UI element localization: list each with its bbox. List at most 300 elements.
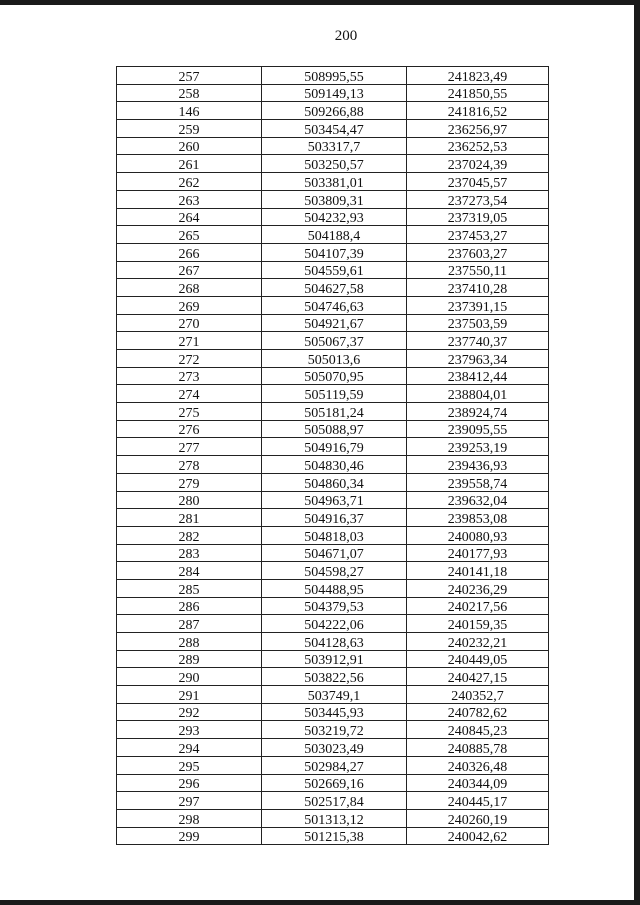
x-coordinate-cell xyxy=(262,774,407,792)
y-coordinate-cell-text: 240232,21 xyxy=(447,635,508,651)
x-coordinate-cell-text: 503454,47 xyxy=(304,122,364,138)
y-coordinate-cell xyxy=(407,774,549,792)
point-number-cell-text: 275 xyxy=(178,405,200,421)
table-row xyxy=(117,827,549,845)
table-row xyxy=(117,120,549,138)
point-number-cell-text: 278 xyxy=(178,458,200,474)
coordinates-table-body xyxy=(117,67,549,845)
y-coordinate-cell-text: 241816,52 xyxy=(447,105,508,120)
point-number-cell xyxy=(117,792,262,810)
point-number-cell xyxy=(117,137,262,155)
x-coordinate-cell xyxy=(262,562,407,580)
x-coordinate-cell-text: 505070,95 xyxy=(304,370,364,385)
x-coordinate-cell-text: 505067,37 xyxy=(304,335,364,350)
y-coordinate-cell xyxy=(407,473,549,491)
table-row xyxy=(117,67,549,85)
y-coordinate-cell xyxy=(407,314,549,332)
point-number-cell xyxy=(117,120,262,138)
y-coordinate-cell-text: 240260,19 xyxy=(447,812,508,828)
point-number-cell xyxy=(117,703,262,721)
point-number-cell xyxy=(117,668,262,686)
y-coordinate-cell-text: 237453,27 xyxy=(447,228,508,244)
x-coordinate-cell xyxy=(262,491,407,509)
x-coordinate-cell xyxy=(262,350,407,368)
point-number-cell-text: 283 xyxy=(178,547,200,562)
point-number-cell-text: 261 xyxy=(178,158,200,173)
y-coordinate-cell xyxy=(407,668,549,686)
table-row xyxy=(117,456,549,474)
point-number-cell-text: 292 xyxy=(178,706,200,721)
x-coordinate-cell xyxy=(262,703,407,721)
y-coordinate-cell xyxy=(407,137,549,155)
y-coordinate-cell xyxy=(407,739,549,757)
y-coordinate-cell xyxy=(407,703,549,721)
x-coordinate-cell xyxy=(262,155,407,173)
table-row xyxy=(117,650,549,668)
y-coordinate-cell xyxy=(407,809,549,827)
y-coordinate-cell xyxy=(407,155,549,173)
x-coordinate-cell xyxy=(262,809,407,827)
x-coordinate-cell-text: 509266,88 xyxy=(304,105,364,120)
point-number-cell xyxy=(117,226,262,244)
x-coordinate-cell-text: 504830,46 xyxy=(304,458,364,474)
y-coordinate-cell xyxy=(407,526,549,544)
x-coordinate-cell xyxy=(262,827,407,845)
table-row xyxy=(117,208,549,226)
x-coordinate-cell-text: 502517,84 xyxy=(304,794,364,810)
x-coordinate-cell xyxy=(262,597,407,615)
x-coordinate-cell-text: 508995,55 xyxy=(304,69,364,85)
point-number-cell-text: 293 xyxy=(178,724,200,739)
y-coordinate-cell-text: 237963,34 xyxy=(447,352,508,368)
table-row xyxy=(117,420,549,438)
y-coordinate-cell xyxy=(407,438,549,456)
x-coordinate-cell xyxy=(262,668,407,686)
table-row xyxy=(117,774,549,792)
x-coordinate-cell xyxy=(262,615,407,633)
y-coordinate-cell xyxy=(407,597,549,615)
x-coordinate-cell-text: 502669,16 xyxy=(304,777,364,792)
x-coordinate-cell xyxy=(262,102,407,120)
point-number-cell xyxy=(117,686,262,704)
y-coordinate-cell-text: 240885,78 xyxy=(447,741,508,757)
table-row xyxy=(117,385,549,403)
point-number-cell-text: 262 xyxy=(178,175,200,191)
x-coordinate-cell xyxy=(262,190,407,208)
y-coordinate-cell-text: 238804,01 xyxy=(447,388,508,403)
x-coordinate-cell xyxy=(262,739,407,757)
y-coordinate-cell xyxy=(407,350,549,368)
y-coordinate-cell-text: 239853,08 xyxy=(447,511,508,527)
point-number-cell xyxy=(117,208,262,226)
y-coordinate-cell-text: 237550,11 xyxy=(448,264,507,279)
y-coordinate-cell xyxy=(407,456,549,474)
point-number-cell-text: 257 xyxy=(178,69,200,85)
point-number-cell xyxy=(117,756,262,774)
x-coordinate-cell xyxy=(262,385,407,403)
y-coordinate-cell xyxy=(407,367,549,385)
scan-edge-right xyxy=(634,0,640,905)
point-number-cell-text: 299 xyxy=(178,830,200,845)
y-coordinate-cell-text: 239436,93 xyxy=(447,458,508,474)
y-coordinate-cell xyxy=(407,721,549,739)
x-coordinate-cell xyxy=(262,84,407,102)
y-coordinate-cell-text: 237603,27 xyxy=(447,246,508,262)
y-coordinate-cell-text: 237503,59 xyxy=(447,317,508,332)
y-coordinate-cell xyxy=(407,190,549,208)
point-number-cell-text: 288 xyxy=(178,635,200,651)
point-number-cell xyxy=(117,155,262,173)
table-row xyxy=(117,491,549,509)
point-number-cell xyxy=(117,403,262,421)
y-coordinate-cell-text: 240080,93 xyxy=(447,529,508,545)
point-number-cell xyxy=(117,261,262,279)
point-number-cell xyxy=(117,367,262,385)
point-number-cell xyxy=(117,438,262,456)
y-coordinate-cell-text: 239632,04 xyxy=(447,494,508,509)
table-row xyxy=(117,261,549,279)
point-number-cell-text: 268 xyxy=(178,281,200,297)
point-number-cell xyxy=(117,67,262,85)
point-number-cell xyxy=(117,774,262,792)
x-coordinate-cell xyxy=(262,721,407,739)
y-coordinate-cell-text: 240344,09 xyxy=(447,777,508,792)
x-coordinate-cell-text: 504232,93 xyxy=(304,211,364,226)
y-coordinate-cell xyxy=(407,332,549,350)
table-row xyxy=(117,562,549,580)
x-coordinate-cell xyxy=(262,756,407,774)
table-row xyxy=(117,438,549,456)
point-number-cell-text: 285 xyxy=(178,582,200,598)
point-number-cell-text: 264 xyxy=(178,211,200,226)
point-number-cell-text: 280 xyxy=(178,494,200,509)
y-coordinate-cell xyxy=(407,792,549,810)
y-coordinate-cell-text: 240326,48 xyxy=(447,759,508,774)
y-coordinate-cell xyxy=(407,615,549,633)
point-number-cell xyxy=(117,84,262,102)
x-coordinate-cell-text: 503822,56 xyxy=(304,671,364,686)
y-coordinate-cell xyxy=(407,650,549,668)
point-number-cell-text: 146 xyxy=(178,105,200,120)
x-coordinate-cell-text: 503809,31 xyxy=(304,193,364,208)
x-coordinate-cell xyxy=(262,137,407,155)
table-row xyxy=(117,190,549,208)
y-coordinate-cell xyxy=(407,579,549,597)
y-coordinate-cell xyxy=(407,509,549,527)
point-number-cell xyxy=(117,650,262,668)
table-row xyxy=(117,721,549,739)
y-coordinate-cell xyxy=(407,491,549,509)
y-coordinate-cell-text: 237024,39 xyxy=(447,158,508,173)
x-coordinate-cell-text: 503250,57 xyxy=(304,158,364,173)
x-coordinate-cell-text: 504188,4 xyxy=(307,228,361,244)
point-number-cell xyxy=(117,102,262,120)
y-coordinate-cell-text: 240352,7 xyxy=(451,688,504,704)
y-coordinate-cell-text: 237273,54 xyxy=(447,193,508,208)
point-number-cell xyxy=(117,491,262,509)
y-coordinate-cell-text: 239253,19 xyxy=(447,441,508,456)
y-coordinate-cell-text: 240217,56 xyxy=(447,600,508,615)
point-number-cell-text: 289 xyxy=(178,653,200,668)
y-coordinate-cell xyxy=(407,84,549,102)
table-row xyxy=(117,279,549,297)
x-coordinate-cell xyxy=(262,456,407,474)
y-coordinate-cell-text: 236252,53 xyxy=(447,140,508,155)
point-number-cell-text: 296 xyxy=(178,777,200,792)
y-coordinate-cell xyxy=(407,296,549,314)
table-row xyxy=(117,102,549,120)
y-coordinate-cell xyxy=(407,243,549,261)
y-coordinate-cell-text: 241823,49 xyxy=(447,69,508,85)
y-coordinate-cell xyxy=(407,208,549,226)
x-coordinate-cell-text: 504671,07 xyxy=(304,547,364,562)
x-coordinate-cell-text: 501313,12 xyxy=(304,812,364,828)
y-coordinate-cell-text: 240042,62 xyxy=(447,830,508,845)
x-coordinate-cell-text: 503219,72 xyxy=(304,724,364,739)
y-coordinate-cell-text: 240845,23 xyxy=(447,724,508,739)
point-number-cell xyxy=(117,350,262,368)
x-coordinate-cell xyxy=(262,208,407,226)
x-coordinate-cell-text: 504107,39 xyxy=(304,246,364,262)
point-number-cell xyxy=(117,579,262,597)
y-coordinate-cell-text: 241850,55 xyxy=(447,87,508,102)
y-coordinate-cell xyxy=(407,756,549,774)
y-coordinate-cell xyxy=(407,686,549,704)
coordinates-table xyxy=(116,66,549,845)
point-number-cell xyxy=(117,456,262,474)
x-coordinate-cell-text: 503381,01 xyxy=(304,175,364,191)
point-number-cell-text: 287 xyxy=(178,618,200,633)
table-row xyxy=(117,137,549,155)
y-coordinate-cell xyxy=(407,633,549,651)
x-coordinate-cell xyxy=(262,279,407,297)
point-number-cell xyxy=(117,173,262,191)
y-coordinate-cell-text: 237391,15 xyxy=(447,299,508,315)
x-coordinate-cell xyxy=(262,261,407,279)
x-coordinate-cell xyxy=(262,792,407,810)
point-number-cell-text: 281 xyxy=(178,511,200,527)
x-coordinate-cell xyxy=(262,544,407,562)
point-number-cell-text: 282 xyxy=(178,529,200,545)
page-number: 200 xyxy=(334,28,358,44)
y-coordinate-cell-text: 236256,97 xyxy=(447,122,508,138)
y-coordinate-cell xyxy=(407,173,549,191)
table-row xyxy=(117,526,549,544)
x-coordinate-cell-text: 504921,67 xyxy=(304,317,364,332)
x-coordinate-cell xyxy=(262,367,407,385)
table-row xyxy=(117,809,549,827)
point-number-cell xyxy=(117,332,262,350)
y-coordinate-cell-text: 239558,74 xyxy=(447,476,508,491)
x-coordinate-cell-text: 504559,61 xyxy=(304,264,364,279)
point-number-cell-text: 269 xyxy=(178,299,200,315)
x-coordinate-cell xyxy=(262,686,407,704)
x-coordinate-cell-text: 503317,7 xyxy=(307,140,361,155)
table-row xyxy=(117,686,549,704)
table-row xyxy=(117,367,549,385)
scan-edge-bottom xyxy=(0,900,640,905)
table-row xyxy=(117,226,549,244)
table-row xyxy=(117,792,549,810)
x-coordinate-cell-text: 504916,79 xyxy=(304,441,364,456)
point-number-cell-text: 270 xyxy=(178,317,200,332)
x-coordinate-cell-text: 503445,93 xyxy=(304,706,364,721)
table-row xyxy=(117,633,549,651)
point-number-cell xyxy=(117,243,262,261)
x-coordinate-cell-text: 504963,71 xyxy=(304,494,364,509)
x-coordinate-cell xyxy=(262,120,407,138)
y-coordinate-cell-text: 240159,35 xyxy=(447,618,508,633)
point-number-cell-text: 259 xyxy=(178,122,200,138)
x-coordinate-cell-text: 504627,58 xyxy=(304,281,364,297)
point-number-cell-text: 290 xyxy=(178,671,200,686)
point-number-cell xyxy=(117,296,262,314)
point-number-cell xyxy=(117,420,262,438)
y-coordinate-cell-text: 240141,18 xyxy=(447,564,508,580)
point-number-cell-text: 260 xyxy=(178,140,200,155)
point-number-cell xyxy=(117,509,262,527)
x-coordinate-cell xyxy=(262,332,407,350)
y-coordinate-cell xyxy=(407,420,549,438)
table-row xyxy=(117,296,549,314)
table-row xyxy=(117,739,549,757)
x-coordinate-cell-text: 501215,38 xyxy=(304,830,364,845)
point-number-cell xyxy=(117,739,262,757)
table-row xyxy=(117,403,549,421)
point-number-cell-text: 276 xyxy=(178,423,200,438)
y-coordinate-cell xyxy=(407,385,549,403)
y-coordinate-cell xyxy=(407,403,549,421)
y-coordinate-cell-text: 240782,62 xyxy=(447,706,508,721)
y-coordinate-cell xyxy=(407,67,549,85)
x-coordinate-cell xyxy=(262,509,407,527)
point-number-cell-text: 263 xyxy=(178,193,200,208)
point-number-cell xyxy=(117,385,262,403)
y-coordinate-cell-text: 240427,15 xyxy=(447,671,508,686)
point-number-cell xyxy=(117,544,262,562)
table-row xyxy=(117,84,549,102)
x-coordinate-cell xyxy=(262,420,407,438)
x-coordinate-cell-text: 509149,13 xyxy=(304,87,364,102)
table-row xyxy=(117,314,549,332)
point-number-cell-text: 294 xyxy=(178,741,200,757)
x-coordinate-cell-text: 504379,53 xyxy=(304,600,364,615)
x-coordinate-cell-text: 505013,6 xyxy=(307,352,361,368)
y-coordinate-cell xyxy=(407,279,549,297)
point-number-cell xyxy=(117,279,262,297)
table-row xyxy=(117,173,549,191)
point-number-cell xyxy=(117,597,262,615)
x-coordinate-cell xyxy=(262,633,407,651)
x-coordinate-cell xyxy=(262,579,407,597)
point-number-cell xyxy=(117,526,262,544)
point-number-cell xyxy=(117,615,262,633)
x-coordinate-cell-text: 504222,06 xyxy=(304,618,364,633)
x-coordinate-cell xyxy=(262,173,407,191)
table-row xyxy=(117,544,549,562)
x-coordinate-cell-text: 504488,95 xyxy=(304,582,364,598)
y-coordinate-cell-text: 240445,17 xyxy=(447,794,508,810)
point-number-cell xyxy=(117,190,262,208)
x-coordinate-cell-text: 505088,97 xyxy=(304,423,364,438)
x-coordinate-cell-text: 504746,63 xyxy=(304,299,364,315)
x-coordinate-cell-text: 504598,27 xyxy=(304,564,364,580)
y-coordinate-cell xyxy=(407,226,549,244)
table-row xyxy=(117,332,549,350)
y-coordinate-cell-text: 240236,29 xyxy=(447,582,508,598)
point-number-cell-text: 271 xyxy=(178,335,200,350)
point-number-cell xyxy=(117,809,262,827)
x-coordinate-cell xyxy=(262,403,407,421)
x-coordinate-cell xyxy=(262,650,407,668)
point-number-cell-text: 298 xyxy=(178,812,200,828)
table-row xyxy=(117,615,549,633)
table-row xyxy=(117,350,549,368)
table-row xyxy=(117,756,549,774)
point-number-cell xyxy=(117,827,262,845)
point-number-cell xyxy=(117,314,262,332)
x-coordinate-cell-text: 502984,27 xyxy=(304,759,364,774)
point-number-cell-text: 274 xyxy=(178,388,200,403)
y-coordinate-cell xyxy=(407,102,549,120)
table-row xyxy=(117,509,549,527)
point-number-cell-text: 277 xyxy=(178,441,200,456)
y-coordinate-cell xyxy=(407,827,549,845)
point-number-cell-text: 284 xyxy=(178,564,200,580)
y-coordinate-cell-text: 237740,37 xyxy=(447,335,508,350)
y-coordinate-cell-text: 240449,05 xyxy=(447,653,508,668)
y-coordinate-cell-text: 238412,44 xyxy=(447,370,508,385)
point-number-cell xyxy=(117,562,262,580)
x-coordinate-cell xyxy=(262,314,407,332)
point-number-cell-text: 266 xyxy=(178,246,200,262)
point-number-cell-text: 267 xyxy=(178,264,200,279)
x-coordinate-cell xyxy=(262,438,407,456)
y-coordinate-cell-text: 238924,74 xyxy=(447,405,508,421)
x-coordinate-cell xyxy=(262,526,407,544)
x-coordinate-cell-text: 504916,37 xyxy=(304,511,364,527)
x-coordinate-cell xyxy=(262,243,407,261)
point-number-cell-text: 295 xyxy=(178,759,200,774)
y-coordinate-cell-text: 240177,93 xyxy=(447,547,508,562)
point-number-cell-text: 279 xyxy=(178,476,200,491)
point-number-cell-text: 273 xyxy=(178,370,200,385)
point-number-cell-text: 286 xyxy=(178,600,200,615)
x-coordinate-cell-text: 504128,63 xyxy=(304,635,364,651)
point-number-cell xyxy=(117,721,262,739)
y-coordinate-cell-text: 237045,57 xyxy=(447,175,508,191)
y-coordinate-cell xyxy=(407,544,549,562)
point-number-cell-text: 272 xyxy=(178,352,200,368)
scan-edge-top xyxy=(0,0,640,5)
y-coordinate-cell xyxy=(407,120,549,138)
x-coordinate-cell-text: 505119,59 xyxy=(304,388,364,403)
table-row xyxy=(117,597,549,615)
x-coordinate-cell xyxy=(262,226,407,244)
x-coordinate-cell-text: 503749,1 xyxy=(307,688,361,704)
y-coordinate-cell-text: 237410,28 xyxy=(447,281,508,297)
table-row xyxy=(117,243,549,261)
y-coordinate-cell-text: 239095,55 xyxy=(447,423,508,438)
x-coordinate-cell-text: 503912,91 xyxy=(304,653,364,668)
table-row xyxy=(117,668,549,686)
y-coordinate-cell xyxy=(407,261,549,279)
x-coordinate-cell-text: 503023,49 xyxy=(304,741,364,757)
y-coordinate-cell-text: 237319,05 xyxy=(447,211,508,226)
x-coordinate-cell xyxy=(262,67,407,85)
x-coordinate-cell xyxy=(262,296,407,314)
x-coordinate-cell-text: 505181,24 xyxy=(304,405,364,421)
